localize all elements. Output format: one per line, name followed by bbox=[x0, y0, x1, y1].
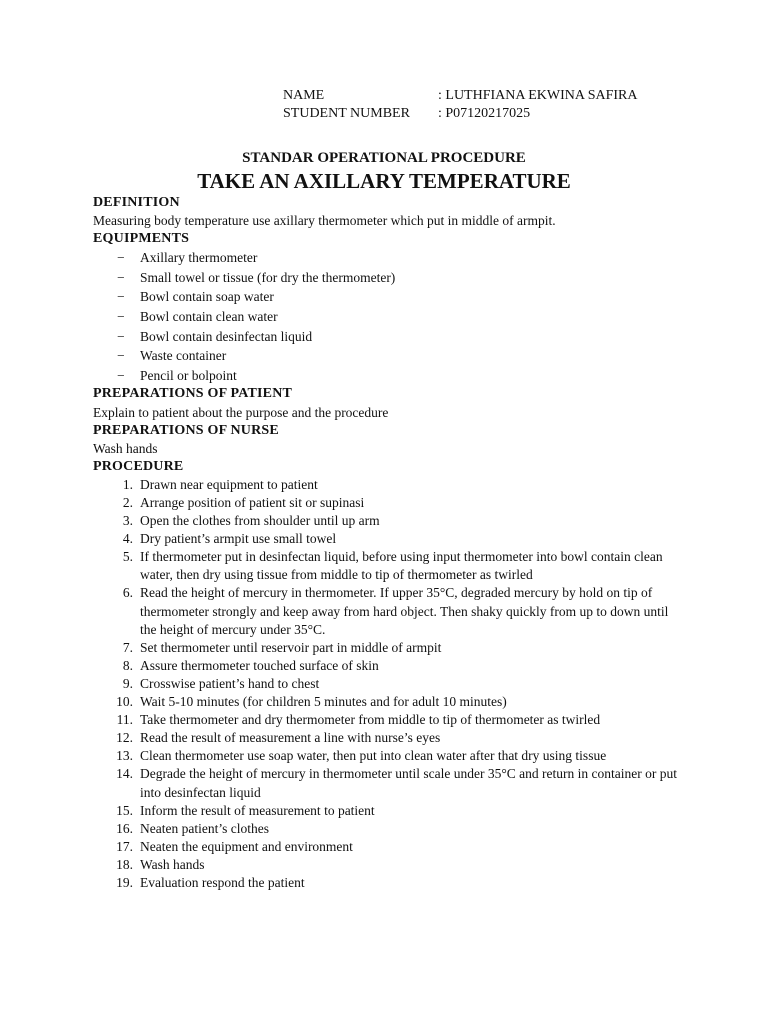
step-text: Dry patient’s armpit use small towel bbox=[140, 531, 337, 547]
step-number: 15. bbox=[116, 802, 133, 818]
equipment-item bbox=[93, 327, 683, 347]
name-row bbox=[283, 87, 638, 105]
equipments-heading: EQUIPMENTS bbox=[93, 231, 190, 247]
procedure-steps bbox=[93, 476, 683, 892]
step-text: Neaten patient’s clothes bbox=[140, 820, 269, 836]
step-number: 8. bbox=[122, 657, 133, 673]
step-number: 7. bbox=[122, 639, 133, 655]
step-number: 6. bbox=[122, 585, 133, 601]
procedure-step bbox=[93, 675, 683, 693]
step-number: 2. bbox=[122, 495, 133, 510]
equipment-item-text: Axillary thermometer bbox=[140, 250, 258, 266]
step-text: Wash hands bbox=[140, 856, 205, 872]
definition-heading: DEFINITION bbox=[93, 195, 180, 210]
procedure-step bbox=[93, 512, 683, 530]
procedure-step bbox=[93, 494, 683, 512]
step-number: 13. bbox=[116, 748, 133, 764]
procedure-step bbox=[93, 820, 683, 838]
procedure-step bbox=[93, 548, 683, 584]
procedure-step bbox=[93, 476, 683, 494]
student-info bbox=[283, 87, 638, 123]
step-text: If thermometer put in desinfectan liquid, before using input thermometer into bowl contain clean water, then dry using tissue from middle to tip of thermometer as twirled bbox=[140, 549, 663, 583]
definition-text: Measuring body temperature use axillary thermometer which put in middle of armpit. bbox=[93, 213, 556, 229]
procedure-step bbox=[93, 765, 683, 801]
equipment-item-text: Bowl contain clean water bbox=[140, 309, 278, 325]
step-number: 9. bbox=[122, 675, 133, 691]
student-number-label: STUDENT NUMBER bbox=[283, 106, 410, 121]
procedure-step bbox=[93, 874, 683, 892]
name-label: NAME bbox=[283, 88, 325, 103]
procedure-step bbox=[93, 584, 683, 638]
step-text: Wait 5-10 minutes (for children 5 minutes and for adult 10 minutes) bbox=[140, 694, 507, 710]
step-number: 5. bbox=[122, 549, 133, 565]
step-text: Read the result of measurement a line with nurse’s eyes bbox=[140, 730, 441, 746]
step-text: Drawn near equipment to patient bbox=[140, 476, 318, 492]
step-text: Degrade the height of mercury in thermometer until scale under 35°C and return in container or put into desinfectan liquid bbox=[140, 766, 677, 800]
step-text: Take thermometer and dry thermometer from middle to tip of thermometer as twirled bbox=[140, 712, 601, 728]
procedure-step bbox=[93, 747, 683, 765]
step-number: 14. bbox=[116, 766, 133, 782]
main-title: TAKE AN AXILLARY TEMPERATURE bbox=[197, 169, 571, 193]
equipment-item bbox=[93, 268, 683, 288]
procedure-step bbox=[93, 639, 683, 657]
procedure-step bbox=[93, 856, 683, 874]
procedure-title: STANDAR OPERATIONAL PROCEDURE bbox=[242, 150, 526, 166]
step-text: Neaten the equipment and environment bbox=[140, 838, 353, 854]
procedure-step bbox=[93, 657, 683, 675]
step-text: Open the clothes from shoulder until up arm bbox=[140, 513, 380, 529]
step-text: Clean thermometer use soap water, then put into clean water after that dry using tissue bbox=[140, 748, 607, 764]
procedure-step bbox=[93, 530, 683, 548]
dash-bullet: − bbox=[117, 309, 125, 325]
step-number: 19. bbox=[116, 874, 133, 890]
step-number: 4. bbox=[122, 531, 133, 547]
procedure-step bbox=[93, 802, 683, 820]
dash-bullet: − bbox=[117, 367, 125, 383]
patient-prep-text: Explain to patient about the purpose and the procedure bbox=[93, 404, 389, 420]
procedure-heading: PROCEDURE bbox=[93, 458, 184, 474]
step-text: Set thermometer until reservoir part in middle of armpit bbox=[140, 639, 442, 655]
step-number: 10. bbox=[116, 694, 133, 710]
equipment-list bbox=[93, 248, 683, 385]
step-text: Read the height of mercury in thermometer. If upper 35°C, degraded mercury by hold on tip of thermometer strongly and keep away from hard object. Then shaky quickly from up to down until the height of mercury under 35°C. bbox=[140, 585, 669, 637]
step-text: Inform the result of measurement to patient bbox=[140, 802, 375, 818]
procedure-step bbox=[93, 838, 683, 856]
procedure-step bbox=[93, 729, 683, 747]
dash-bullet: − bbox=[117, 328, 125, 344]
step-number: 3. bbox=[122, 513, 133, 529]
step-number: 16. bbox=[116, 820, 133, 836]
step-number: 17. bbox=[116, 838, 133, 854]
step-number: 11. bbox=[116, 712, 133, 728]
step-text: Evaluation respond the patient bbox=[140, 874, 305, 890]
step-text: Crosswise patient’s hand to chest bbox=[140, 675, 320, 691]
equipment-item bbox=[93, 307, 683, 327]
dash-bullet: − bbox=[117, 250, 125, 266]
equipment-item-text: Bowl contain soap water bbox=[140, 289, 274, 305]
step-text: Assure thermometer touched surface of skin bbox=[140, 657, 379, 673]
step-number: 1. bbox=[122, 476, 133, 492]
document-body bbox=[93, 194, 683, 892]
name-value: : LUTHFIANA EKWINA SAFIRA bbox=[438, 88, 638, 103]
equipment-item-text: Waste container bbox=[140, 348, 227, 364]
equipment-item bbox=[93, 366, 683, 386]
procedure-step bbox=[93, 693, 683, 711]
step-number: 18. bbox=[116, 856, 133, 872]
nurse-prep-heading: PREPARATIONS OF NURSE bbox=[93, 422, 279, 438]
equipment-item-text: Small towel or tissue (for dry the thermometer) bbox=[140, 269, 396, 285]
step-number: 12. bbox=[116, 730, 133, 746]
dash-bullet: − bbox=[117, 348, 125, 364]
dash-bullet: − bbox=[117, 289, 125, 305]
equipment-item-text: Bowl contain desinfectan liquid bbox=[140, 328, 313, 344]
equipment-item-text: Pencil or bolpoint bbox=[140, 367, 237, 383]
equipment-item bbox=[93, 346, 683, 366]
equipment-item bbox=[93, 287, 683, 307]
equipment-item bbox=[93, 248, 683, 268]
student-number-value: : P07120217025 bbox=[438, 106, 531, 121]
student-number-row bbox=[283, 105, 638, 123]
procedure-step bbox=[93, 711, 683, 729]
dash-bullet: − bbox=[117, 269, 125, 285]
patient-prep-heading: PREPARATIONS OF PATIENT bbox=[93, 386, 293, 402]
step-text: Arrange position of patient sit or supinasi bbox=[140, 495, 365, 510]
nurse-prep-text: Wash hands bbox=[93, 440, 158, 456]
